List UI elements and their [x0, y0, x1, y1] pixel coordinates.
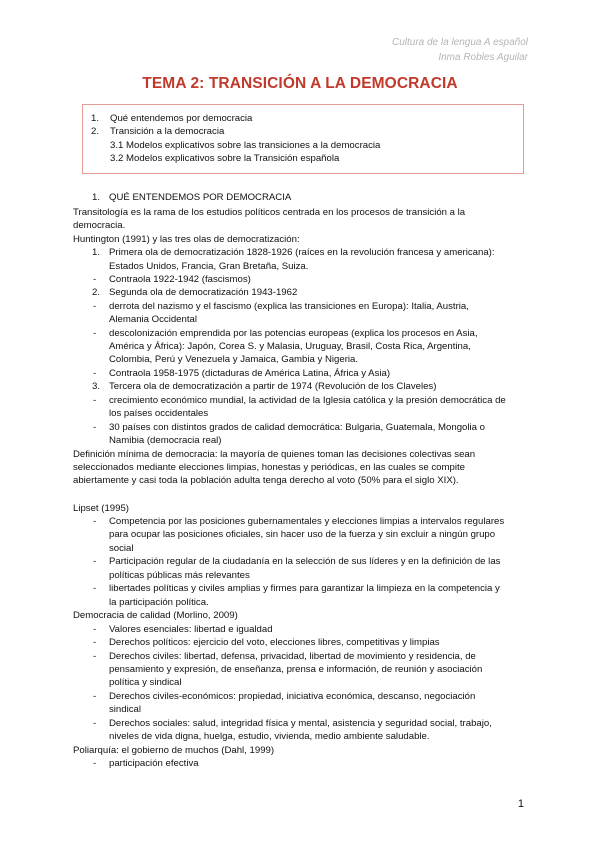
toc-num: 2.	[91, 126, 100, 137]
toc-item: Transición a la democracia	[110, 126, 225, 137]
toc-num: 1.	[91, 113, 100, 124]
list-dash: -	[93, 637, 97, 648]
list-item-cont: América y África): Japón, Corea S. y Malasia, Uruguay, Brasil, Costa Rica, Argentina,	[109, 341, 471, 352]
paragraph-line: Transitología es la rama de los estudios políticos centrada en los procesos de transición a la	[73, 207, 466, 218]
paragraph-line: seleccionados mediante elecciones limpias, honestas y periódicas, en las cuales se compite	[73, 462, 465, 473]
list-item: descolonización emprendida por las potencias europeas (explica los procesos en Asia,	[109, 328, 478, 339]
list-dash: -	[93, 395, 97, 406]
toc-item: Qué entendemos por democracia	[110, 113, 253, 124]
page-number: 1	[517, 798, 524, 810]
list-number: 3.	[92, 381, 101, 392]
list-item: Derechos civiles-económicos: propiedad, iniciativa económica, descanso, negociación	[109, 691, 476, 702]
list-item-cont: Namibia (democracia real)	[109, 435, 222, 446]
paragraph-line: Poliarquía: el gobierno de muchos (Dahl, 1999)	[73, 745, 275, 756]
list-number: 2.	[92, 287, 101, 298]
section-number: 1.	[92, 192, 101, 203]
list-item: libertades políticas y civiles amplias y firmes para garantizar la limpieza en la competencia y	[109, 583, 500, 594]
list-dash: -	[93, 583, 97, 594]
header-author: Inma Robles Aguilar	[438, 52, 528, 63]
list-item: participación efectiva	[109, 758, 199, 769]
list-item-cont: para ocupar las posiciones oficiales, sin hacer uso de la fuerza y sin excluir a ningún grupo	[109, 529, 496, 540]
list-dash: -	[93, 368, 97, 379]
page-title: TEMA 2: TRANSICIÓN A LA DEMOCRACIA	[142, 75, 458, 92]
list-item: Contraola 1922-1942 (fascismos)	[109, 274, 251, 285]
paragraph-line: Lipset (1995)	[73, 503, 129, 514]
list-dash: -	[93, 301, 97, 312]
paragraph-line: abiertamente y casi toda la población adulta tenga derecho al voto (50% para el siglo XIX).	[73, 475, 459, 486]
list-dash: -	[93, 328, 97, 339]
list-item: Derechos sociales: salud, integridad física y mental, asistencia y seguridad social, trabajo,	[109, 718, 492, 729]
paragraph-line: Democracia de calidad (Morlino, 2009)	[73, 610, 238, 621]
list-dash: -	[93, 556, 97, 567]
list-dash: -	[93, 516, 97, 527]
paragraph-line: Huntington (1991) y las tres olas de democratización:	[73, 234, 300, 245]
list-number: 1.	[92, 247, 101, 258]
toc-item: 3.1 Modelos explicativos sobre las transiciones a la democracia	[110, 140, 381, 151]
list-item: Tercera ola de democratización a partir de 1974 (Revolución de los Claveles)	[109, 381, 437, 392]
list-item-cont: políticas públicas más relevantes	[109, 570, 250, 581]
list-item: Valores esenciales: libertad e igualdad	[109, 624, 273, 635]
list-item-cont: Estados Unidos, Francia, Gran Bretaña, Suiza.	[109, 261, 309, 272]
list-item-cont: social	[109, 543, 134, 554]
list-dash: -	[93, 274, 97, 285]
list-dash: -	[93, 758, 97, 769]
list-dash: -	[93, 718, 97, 729]
list-item: Contraola 1958-1975 (dictaduras de América Latina, África y Asia)	[109, 368, 391, 379]
list-item-cont: la participación política.	[109, 597, 209, 608]
header-course: Cultura de la lengua A español	[391, 37, 528, 48]
list-item: Segunda ola de democratización 1943-1962	[109, 287, 298, 298]
list-item: Competencia por las posiciones gubernamentales y elecciones limpias a intervalos regulares	[109, 516, 505, 527]
paragraph-line: democracia.	[73, 220, 126, 231]
list-item: derrota del nazismo y el fascismo (explica las transiciones en Europa): Italia, Austria,	[109, 301, 469, 312]
toc-item: 3.2 Modelos explicativos sobre la Transición española	[110, 153, 340, 164]
list-item: Participación regular de la ciudadanía en la selección de sus líderes y en la definición de las	[109, 556, 501, 567]
list-dash: -	[93, 691, 97, 702]
list-item: Derechos civiles: libertad, defensa, privacidad, libertad de movimiento y residencia, de	[109, 651, 476, 662]
paragraph-line: Definición mínima de democracia: la mayoría de quienes toman las decisiones colectivas sean	[73, 449, 476, 460]
list-item: Primera ola de democratización 1828-1926 (raíces en la revolución francesa y americana):	[109, 247, 495, 258]
list-dash: -	[93, 624, 97, 635]
list-item-cont: niveles de vida digna, huelga, estudio, vivienda, medio ambiente saludable.	[109, 731, 430, 742]
list-item-cont: sindical	[109, 704, 141, 715]
list-item-cont: pensamiento y expresión, de enseñanza, prensa e información, de reunión y asociación	[109, 664, 483, 675]
list-item: 30 países con distintos grados de calidad democrática: Bulgaria, Guatemala, Mongolia o	[109, 422, 485, 433]
list-item: Derechos políticos: ejercicio del voto, elecciones libres, competitivas y limpias	[109, 637, 440, 648]
list-item-cont: Alemania Occidental	[109, 314, 197, 325]
list-dash: -	[93, 422, 97, 433]
list-dash: -	[93, 651, 97, 662]
section-heading: QUÉ ENTENDEMOS POR DEMOCRACIA	[109, 192, 292, 203]
table-of-contents	[82, 104, 524, 174]
list-item: crecimiento económico mundial, la actividad de la Iglesia católica y la presión democrática de	[109, 395, 506, 406]
list-item-cont: política y sindical	[109, 677, 182, 688]
list-item-cont: Colombia, Perú y Venezuela y Jamaica, Gambia y Nigeria.	[109, 354, 359, 365]
list-item-cont: los países occidentales	[109, 408, 209, 419]
